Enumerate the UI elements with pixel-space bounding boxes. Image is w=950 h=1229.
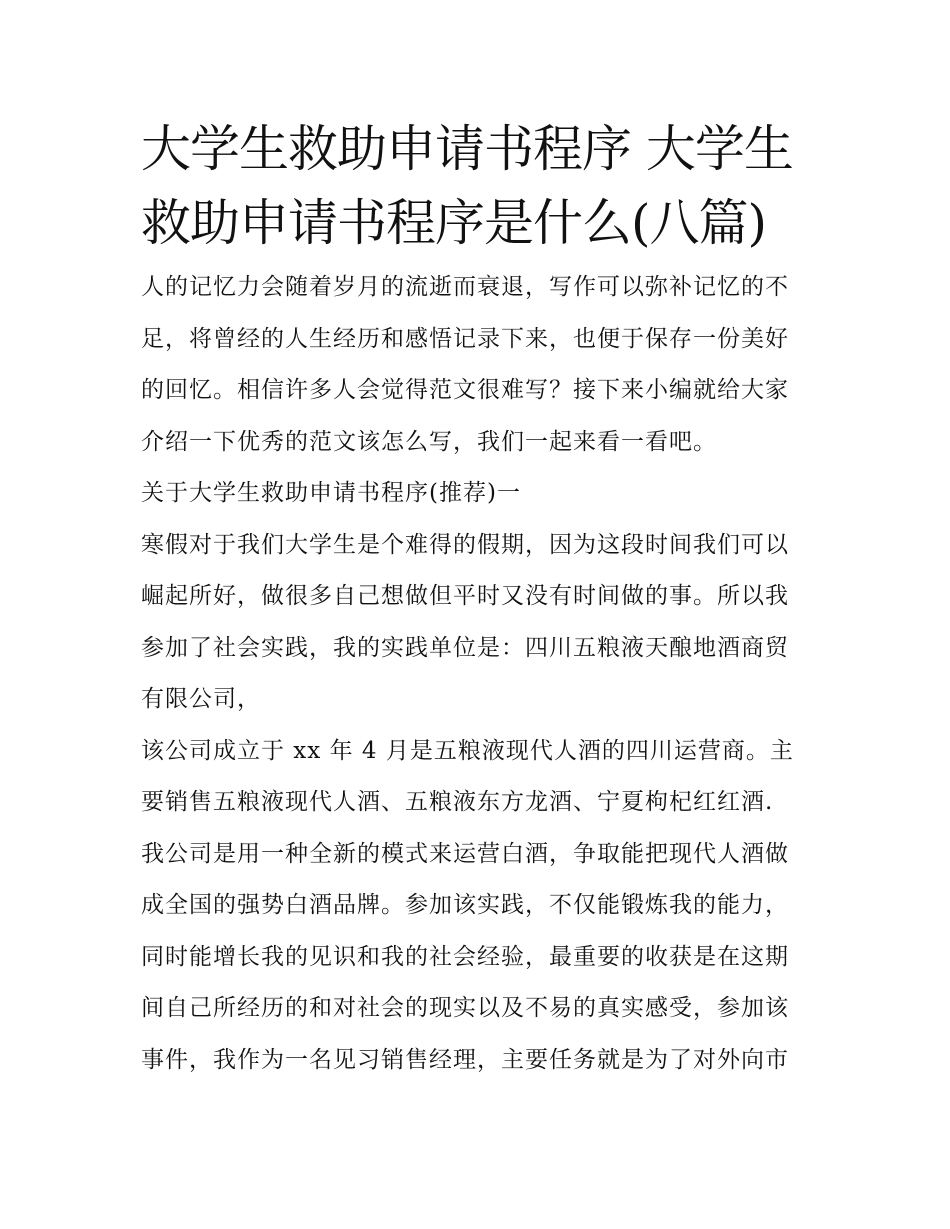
paragraph-line: 事件，我作为一名见习销售经理，主要任务就是为了对外向市 xyxy=(141,1046,789,1073)
intro-line: 的回忆。相信许多人会觉得范文很难写？接下来小编就给大家 xyxy=(141,377,789,403)
paragraph-line: 间自己所经历的和对社会的现实以及不易的真实感受，参加该 xyxy=(141,995,789,1021)
paragraph-line: 崛起所好，做很多自己想做但平时又没有时间做的事。所以我 xyxy=(141,583,789,609)
paragraph-line: 该公司成立于 xx 年 4 月是五粮液现代人酒的四川运营商。主 xyxy=(141,737,794,764)
document-content xyxy=(141,112,813,1086)
document-body xyxy=(141,262,813,1086)
title-line: 大学生救助申请书程序 大学生 xyxy=(141,120,793,178)
title-line: 救助申请书程序是什么(八篇) xyxy=(141,194,767,252)
paragraph-line: 我公司是用一种全新的模式来运营白酒，争取能把现代人酒做 xyxy=(141,840,789,867)
intro-line: 足，将曾经的人生经历和感悟记录下来，也便于保存一份美好 xyxy=(141,325,789,352)
paragraph-line: 要销售五粮液现代人酒、五粮液东方龙酒、宁夏枸杞红红酒. xyxy=(141,789,774,815)
paragraph-line: 参加了社会实践，我的实践单位是：四川五粮液天酿地酒商贸 xyxy=(141,634,789,661)
paragraph-line: 同时能增长我的见识和我的社会经验，最重要的收获是在这期 xyxy=(141,943,789,970)
paragraph-line: 成全国的强势白酒品牌。参加该实践，不仅能锻炼我的能力， xyxy=(141,892,789,918)
intro-line: 人的记忆力会随着岁月的流逝而衰退，写作可以弥补记忆的不 xyxy=(141,274,789,300)
paragraph-line: 有限公司， xyxy=(141,686,261,712)
intro-line: 介绍一下优秀的范文该怎么写，我们一起来看一看吧。 xyxy=(141,428,717,455)
paragraph-line: 寒假对于我们大学生是个难得的假期，因为这段时间我们可以 xyxy=(141,531,789,558)
section-heading: 关于大学生救助申请书程序(推荐)一 xyxy=(141,480,521,506)
document-title xyxy=(141,112,813,260)
